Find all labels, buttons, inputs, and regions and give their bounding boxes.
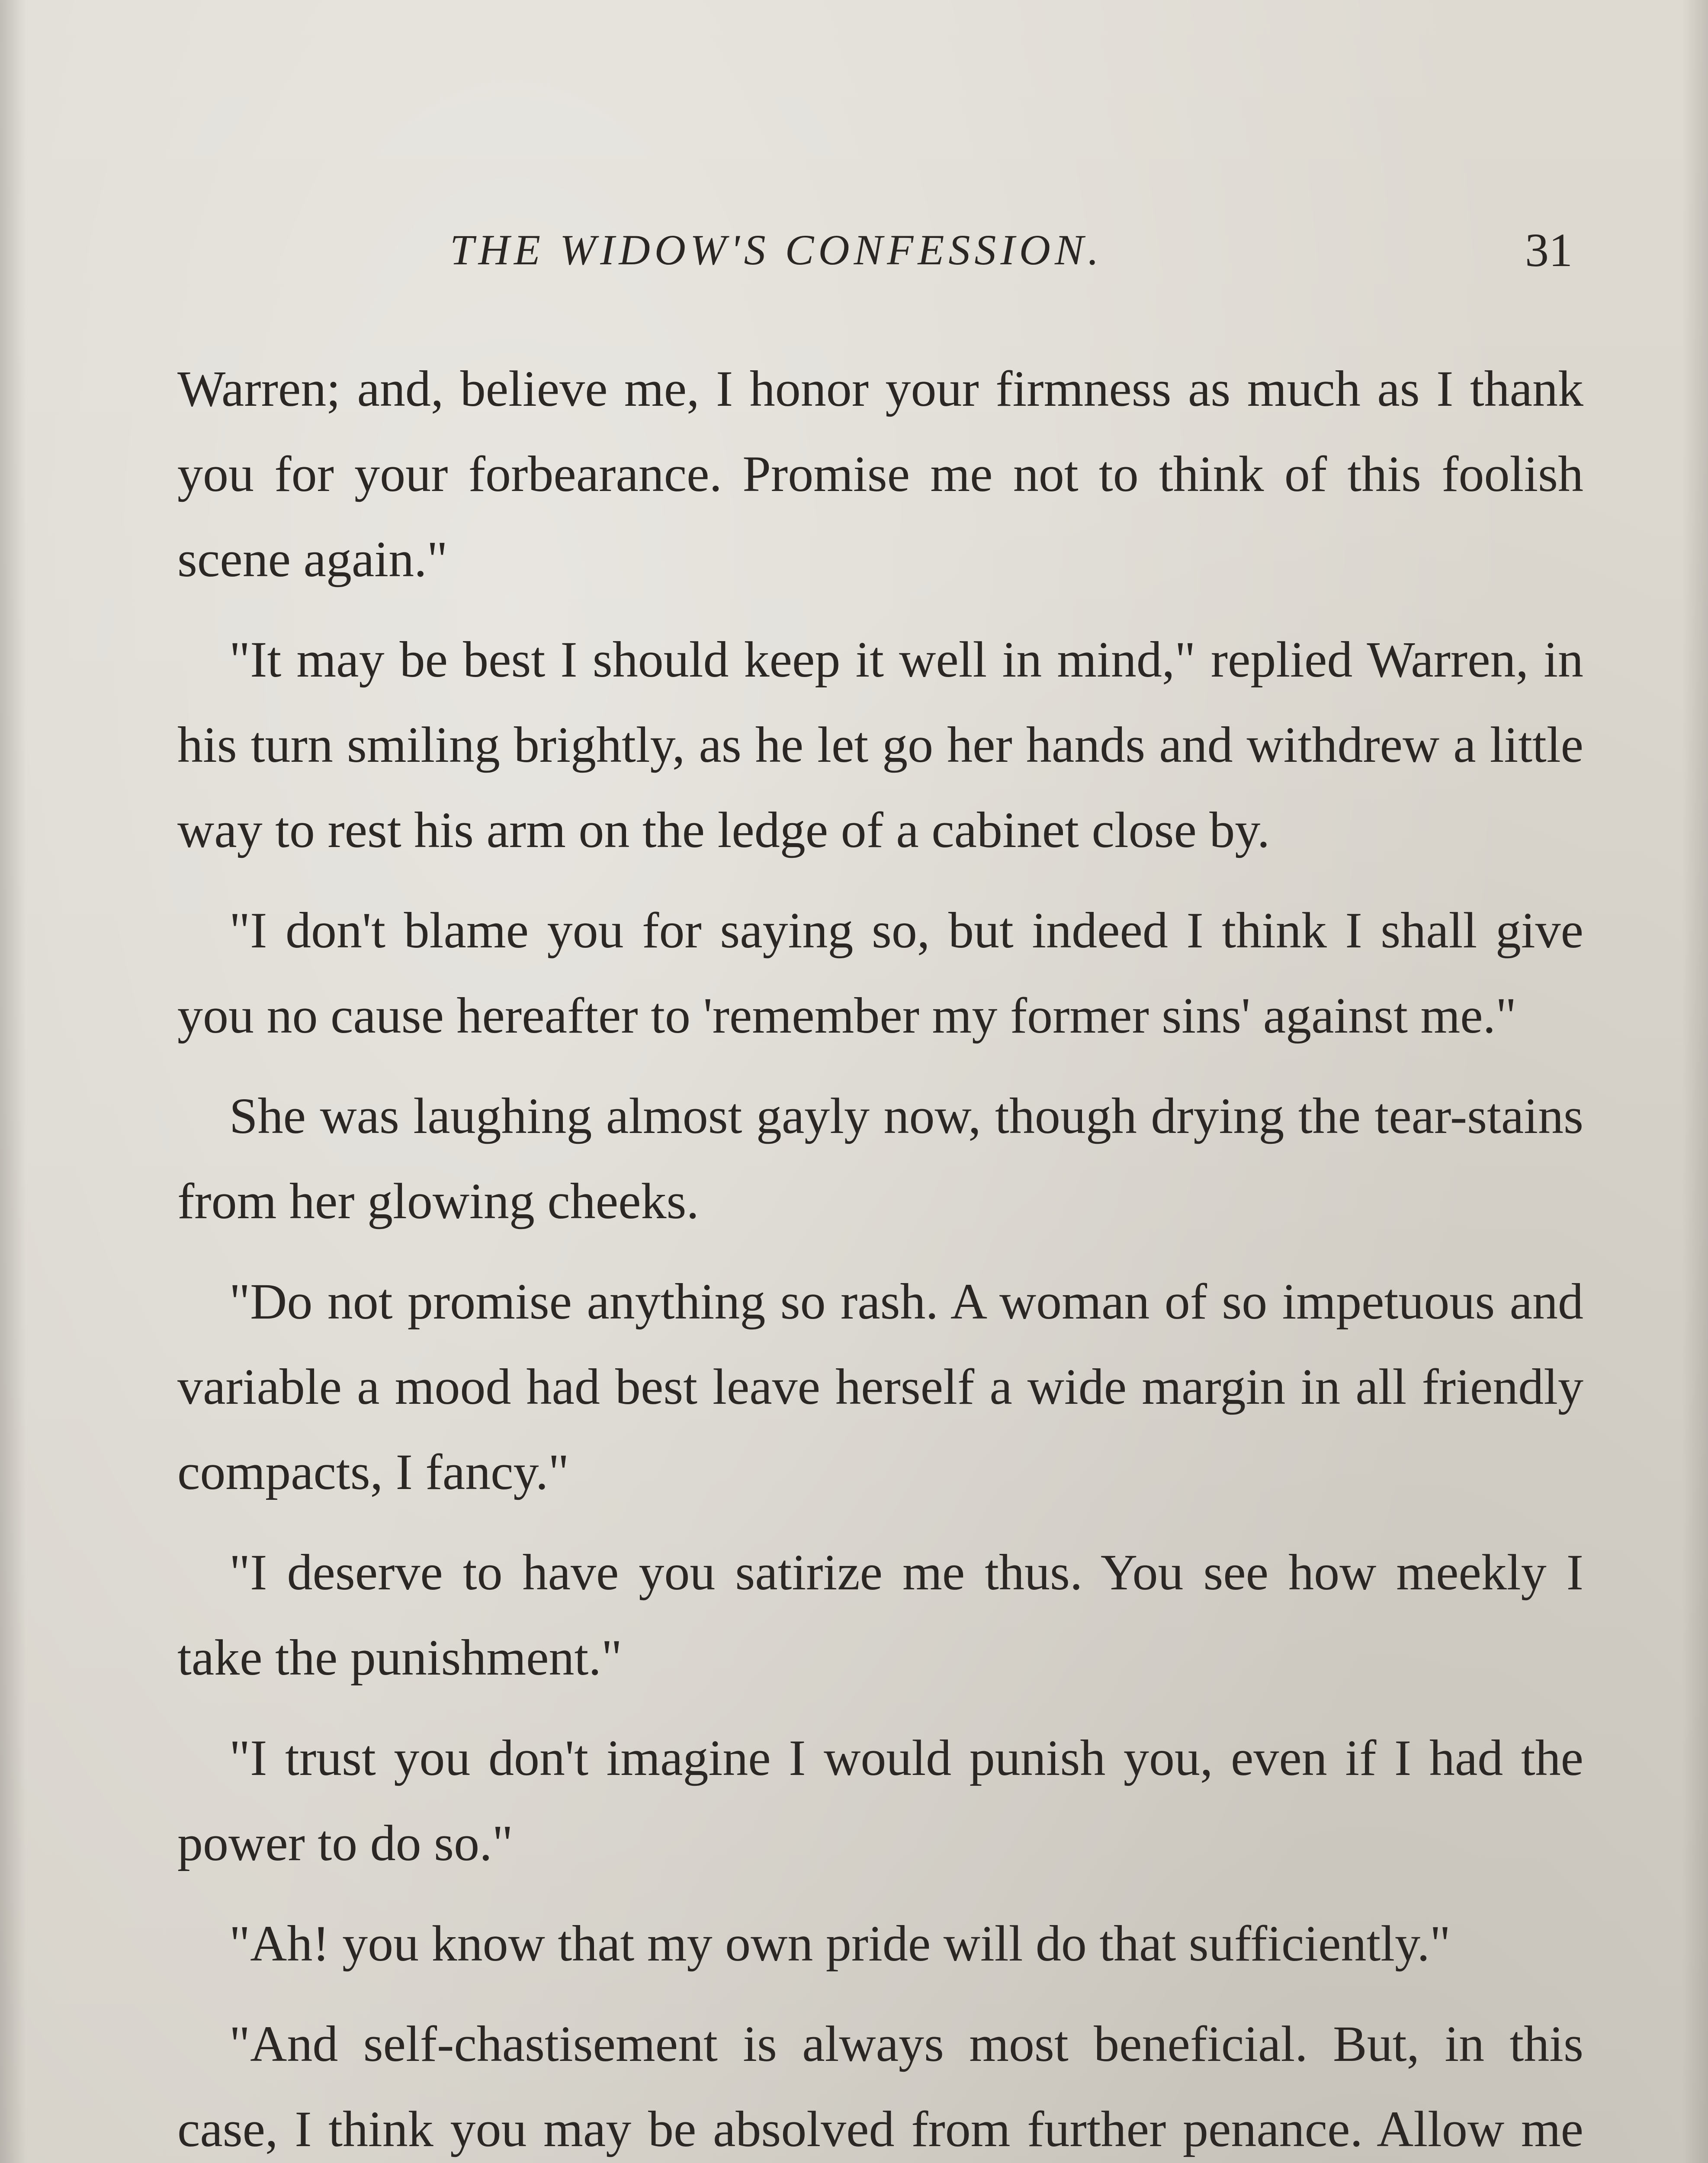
paragraph-2: "It may be best I should keep it well in mind," replied Warren, in his turn smiling brightly, as he let go her hands and withdrew a little way to rest his arm on the ledge of a cabinet close by. <box>177 631 1583 858</box>
running-title: THE WIDOW'S CONFESSION. <box>450 226 1103 274</box>
page-shadow-right <box>1682 0 1708 2163</box>
paragraph-5: "Do not promise anything so rash. A woman of so impetuous and variable a mood had best leave herself a wide margin in all friendly compacts, I fancy." <box>177 1273 1583 1500</box>
paragraph-3: "I don't blame you for saying so, but indeed I think I shall give you no cause hereafter to 'remember my former sins' against me." <box>177 902 1583 1044</box>
page-shadow-left <box>0 0 26 2163</box>
paragraph-6: "I deserve to have you satirize me thus. You see how meekly I take the punishment." <box>177 1544 1583 1686</box>
paragraph-4: She was laughing almost gayly now, though drying the tear-stains from her glowing cheeks. <box>177 1088 1583 1229</box>
paragraph-9: "And self-chastisement is always most beneficial. But, in this case, I think you may be absolved from further penance. Allow me <box>177 2015 1583 2157</box>
page-number: 31 <box>1525 224 1573 276</box>
paragraph-7: "I trust you don't imagine I would punish you, even if I had the power to do so." <box>177 1730 1583 1871</box>
body-text <box>177 346 1583 2163</box>
paragraph-1: Warren; and, believe me, I honor your firmness as much as I thank you for your forbearance. Promise me not to think of this foolish scene again." <box>177 360 1583 587</box>
paragraph-8: "Ah! you know that my own pride will do that sufficiently." <box>229 1915 1451 1972</box>
